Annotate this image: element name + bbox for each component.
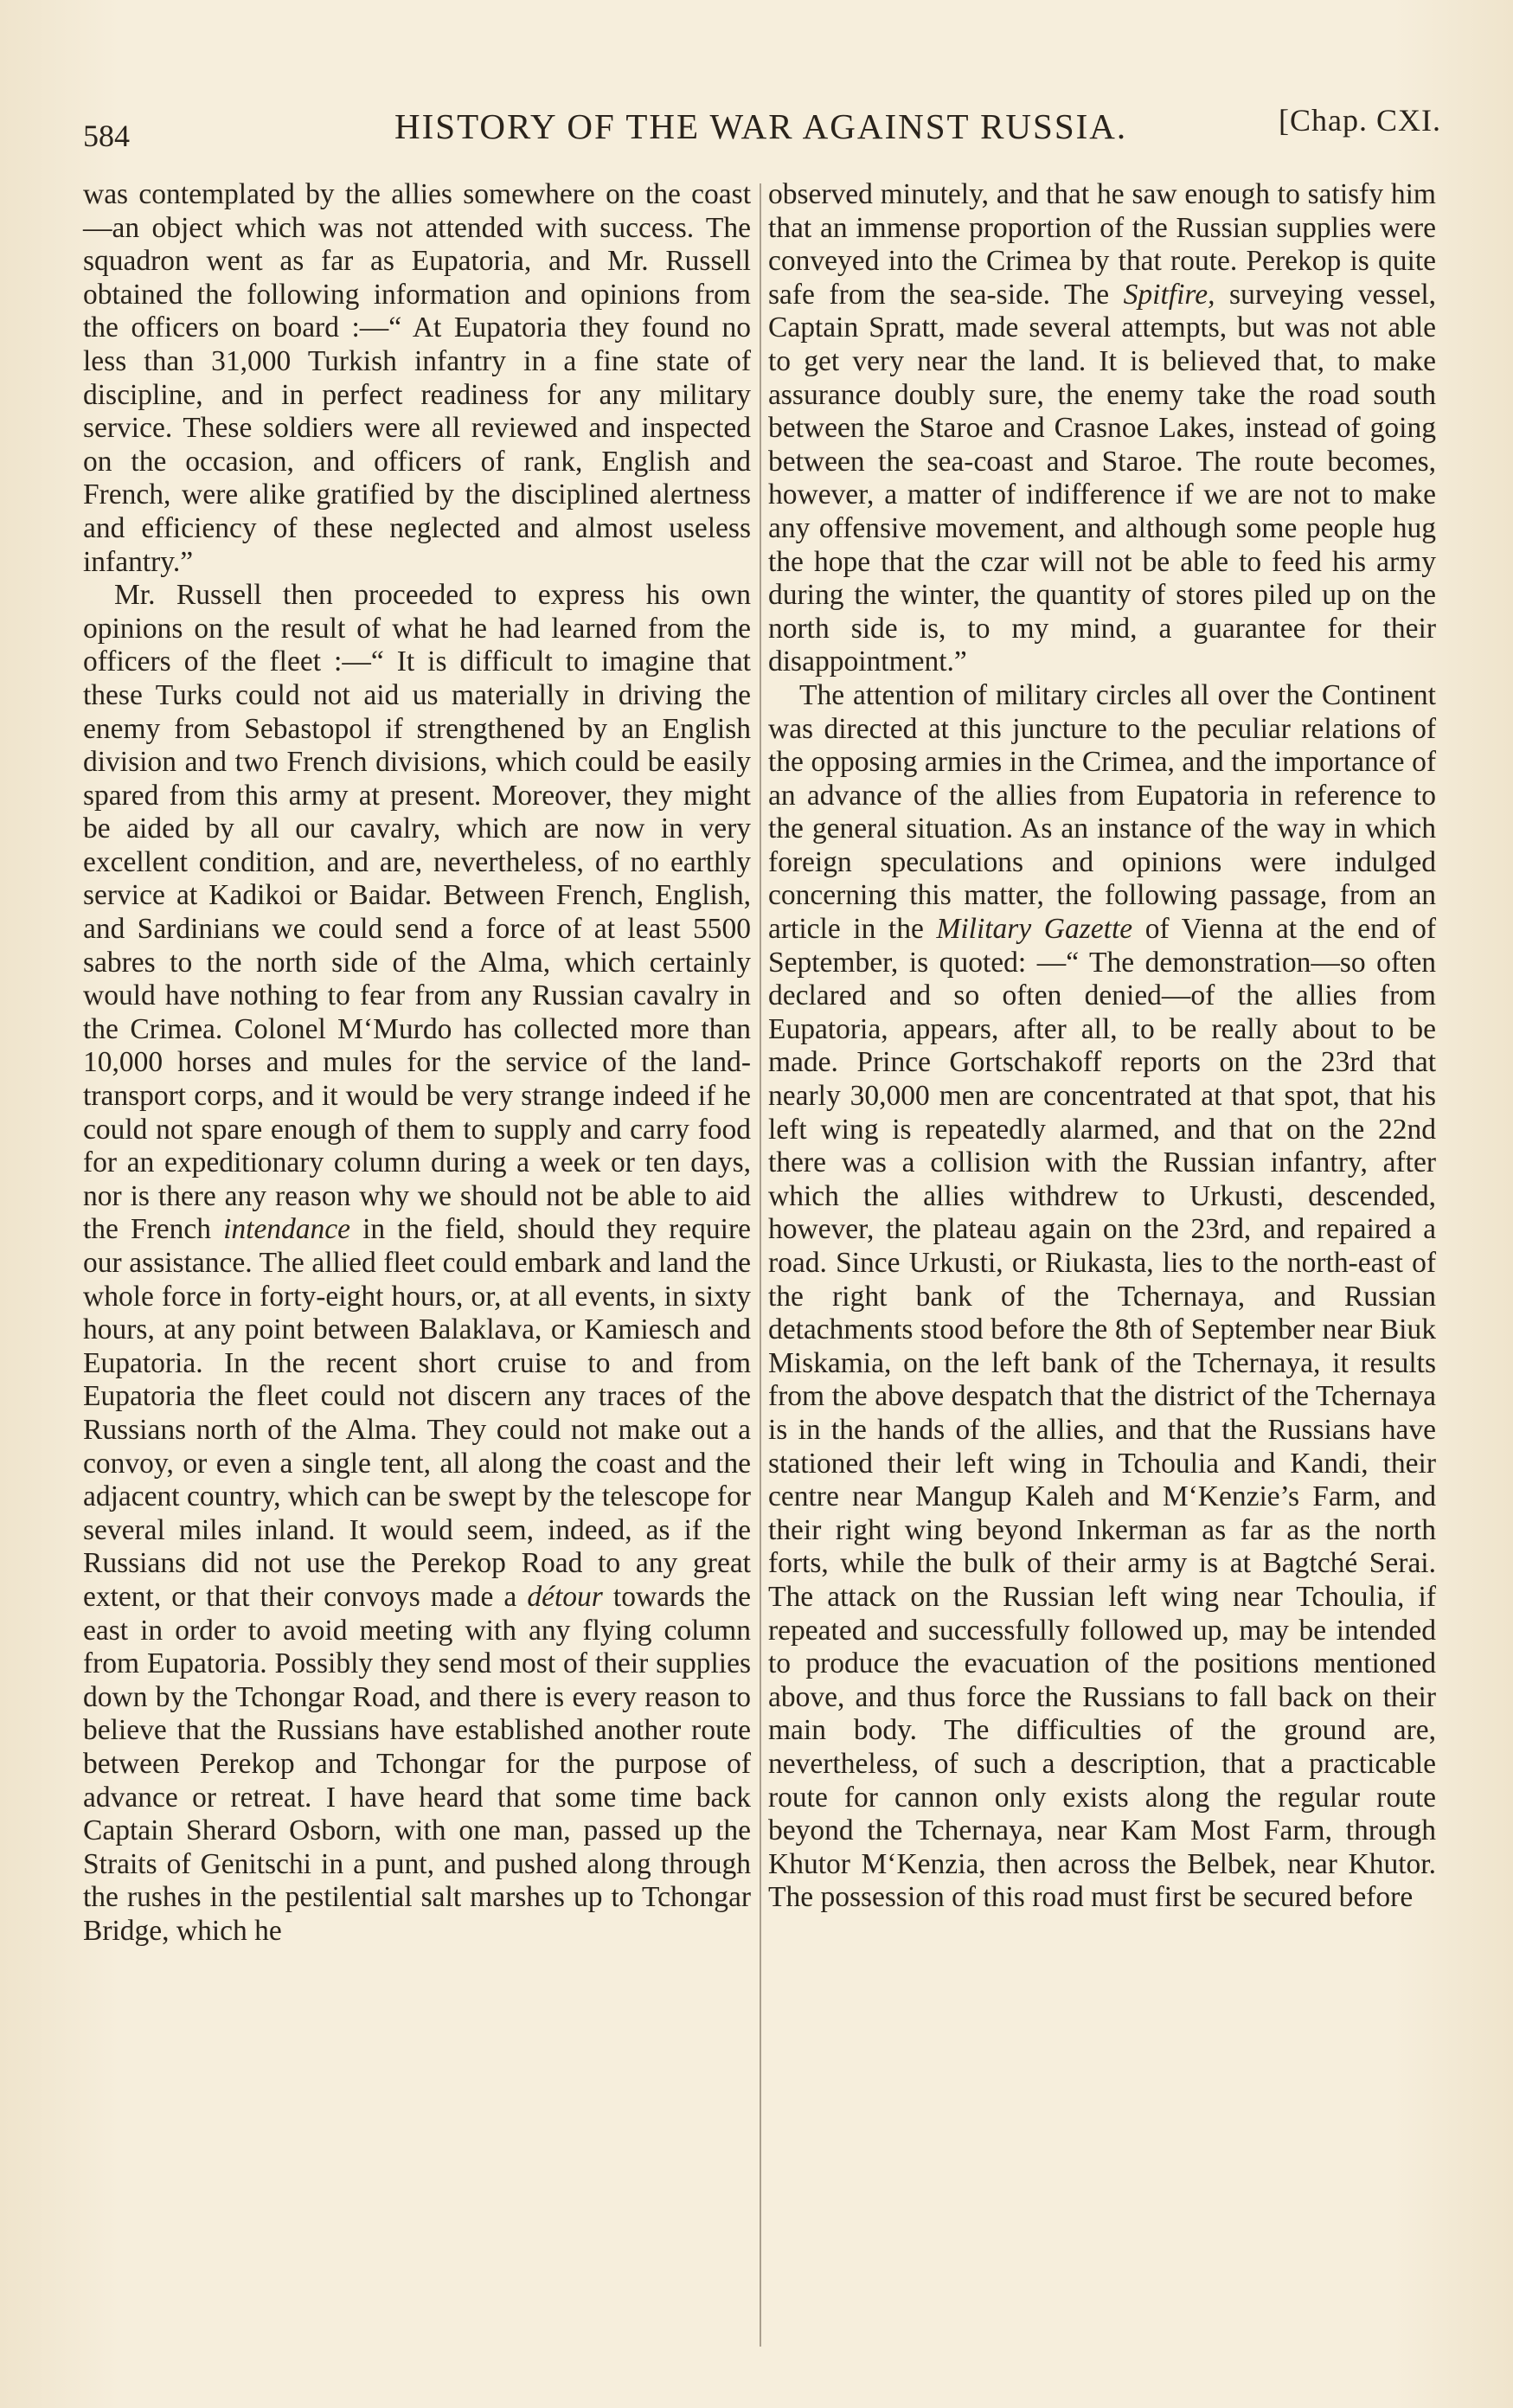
left-paragraph-1: was contemplated by the allies somewhere on the coast—an object which was not attended with success. The squadron went as far as Eupatoria, and Mr. Russell obtained the following information and opinions from the officers on board :—“ At Eupatoria they found no less than 31,000 Turkish infantry in a fine state of discipline, and in perfect readiness for any military service. These soldiers were all reviewed and inspected on the occasion, and officers of rank, English and French, were alike gratified by the disciplined alertness and efficiency of these neglected and almost useless infantry.”: [83, 178, 751, 578]
page-header: [83, 93, 1441, 153]
chapter-reference: [Chap. CXI.: [1279, 103, 1441, 138]
page-number: 584: [83, 119, 130, 153]
running-title: HISTORY OF THE WAR AGAINST RUSSIA.: [394, 106, 1128, 146]
column-divider: [760, 183, 761, 2347]
right-paragraph-2-part-b: of Vienna at the end of September, is quoted: —“ The demonstration—so often declared and so often denied—of the allies from Eupatoria, appears, after all, to be really about to be made. Prince Gortschakoff reports on the 23rd that nearly 30,000 men are concentrated at that spot, that his left wing is repeatedly alarmed, and that on the 22nd there was a collision with the Russian infantry, after which the allies withdrew to Urkusti, descended, however, the plateau again on the 23rd, and repaired a road. Since Urkusti, or Riukasta, lies to the north-east of the right bank of the Tchernaya, and Russian detachments stood before the 8th of September near Biuk Miskamia, on the left bank of the Tchernaya, it results from the above despatch that the district of the Tchernaya is in the hands of the allies, and that the Russians have stationed their left wing in Tchoulia and Kandi, their centre near Mangup Kaleh and M‘Kenzie’s Farm, and their right wing beyond Inkerman as far as the north forts, while the bulk of their army is at Bagtché Serai. The attack on the Russian left wing near Tchoulia, if repeated and successfully followed up, may be intended to produce the evacuation of the positions mentioned above, and thus force the Russians to fall back on their main body. The difficulties of the ground are, nevertheless, of such a description, that a practicable route for cannon only exists along the regular route beyond the Tchernaya, near Kam Most Farm, through Khutor M‘Kenzia, then across the Belbek, near Khutor. The possession of this road must first be secured before: [768, 913, 1437, 1914]
left-paragraph-2-part-c: towards the east in order to avoid meeting with any flying column from Eupatoria. Possibly they send most of their supplies down by the Tchongar Road, and there is every reason to believe that the Russians have established another route between Perekop and Tchongar for the purpose of advance or retreat. I have heard that some time back Captain Sherard Osborn, with one man, passed up the Straits of Genitschi in a punt, and pushed along through the rushes in the pestilential salt marshes up to Tchongar Bridge, which he: [83, 1580, 751, 1947]
right-column: [768, 178, 1436, 1915]
left-paragraph-2-part-a: Mr. Russell then proceeded to express his own opinions on the result of what he had learned from the officers of the fleet :—“ It is difficult to imagine that these Turks could not aid us materially in driving the enemy from Sebastopol if strengthened by an English division and two French divisions, which could be easily spared from this army at present. Moreover, they might be aided by all our cavalry, which are now in very excellent condition, and are, nevertheless, of no earthly service at Kadikoi or Baidar. Between French, English, and Sardinians we could send a force of at least 5500 sabres to the north side of the Alma, which certainly would have nothing to fear from any Russian cavalry in the Crimea. Colonel M‘Murdo has collected more than 10,000 horses and mules for the service of the land-transport corps, and it would be very strange indeed if he could not spare enough of them to supply and carry food for an expeditionary column during a week or ten days, nor is there any reason why we should not be able to aid the French: [83, 579, 751, 1246]
right-paragraph-1: [768, 178, 1436, 679]
left-column: [83, 178, 751, 1948]
italic-military-gazette: Military Gazette: [936, 913, 1133, 946]
right-paragraph-2-part-a: The attention of military circles all over the Continent was directed at this juncture to the peculiar relations of the opposing armies in the Crimea, and the importance of an advance of the allies from Eupatoria in reference to the general situation. As an instance of the way in which foreign speculations and opinions were indulged concerning this matter, the following passage, from an article in the: [768, 678, 1436, 946]
right-paragraph-2: [768, 679, 1436, 1915]
italic-detour: détour: [527, 1580, 603, 1613]
right-paragraph-1-part-b: surveying vessel, Captain Spratt, made several attempts, but was not able to get very near the land. It is believed that, to make assurance doubly sure, the enemy take the road south between the Staroe and Crasnoe Lakes, instead of going between the sea-coast and Staroe. The route becomes, however, a matter of indifference if we are not to make any offensive movement, and although some people hug the hope that the czar will not be able to feed his army during the winter, the quantity of stores piled up on the north side is, to my mind, a guarantee for their disappointment.”: [768, 278, 1436, 678]
left-paragraph-2-part-b: in the field, should they require our assistance. The allied fleet could embark and land the whole force in forty-eight hours, or, at all events, in sixty hours, at any point between Balaklava, or Kamiesch and Eupatoria. In the recent short cruise to and from Eupatoria the fleet could not discern any traces of the Russians north of the Alma. They could not make out a convoy, or even a single tent, all along the coast and the adjacent country, which can be swept by the telescope for several miles inland. It would seem, indeed, as if the Russians did not use the Perekop Road to any great extent, or that their convoys made a: [83, 1213, 752, 1613]
right-paragraph-1-part-a: observed minutely, and that he saw enough to satisfy him that an immense proportion of the Russian supplies were conveyed into the Crimea by that route. Perekop is quite safe from the sea-side. The: [768, 178, 1436, 311]
italic-intendance: intendance: [223, 1213, 351, 1246]
left-paragraph-2: [83, 579, 751, 1948]
italic-spitfire: Spitfire,: [1123, 278, 1215, 311]
